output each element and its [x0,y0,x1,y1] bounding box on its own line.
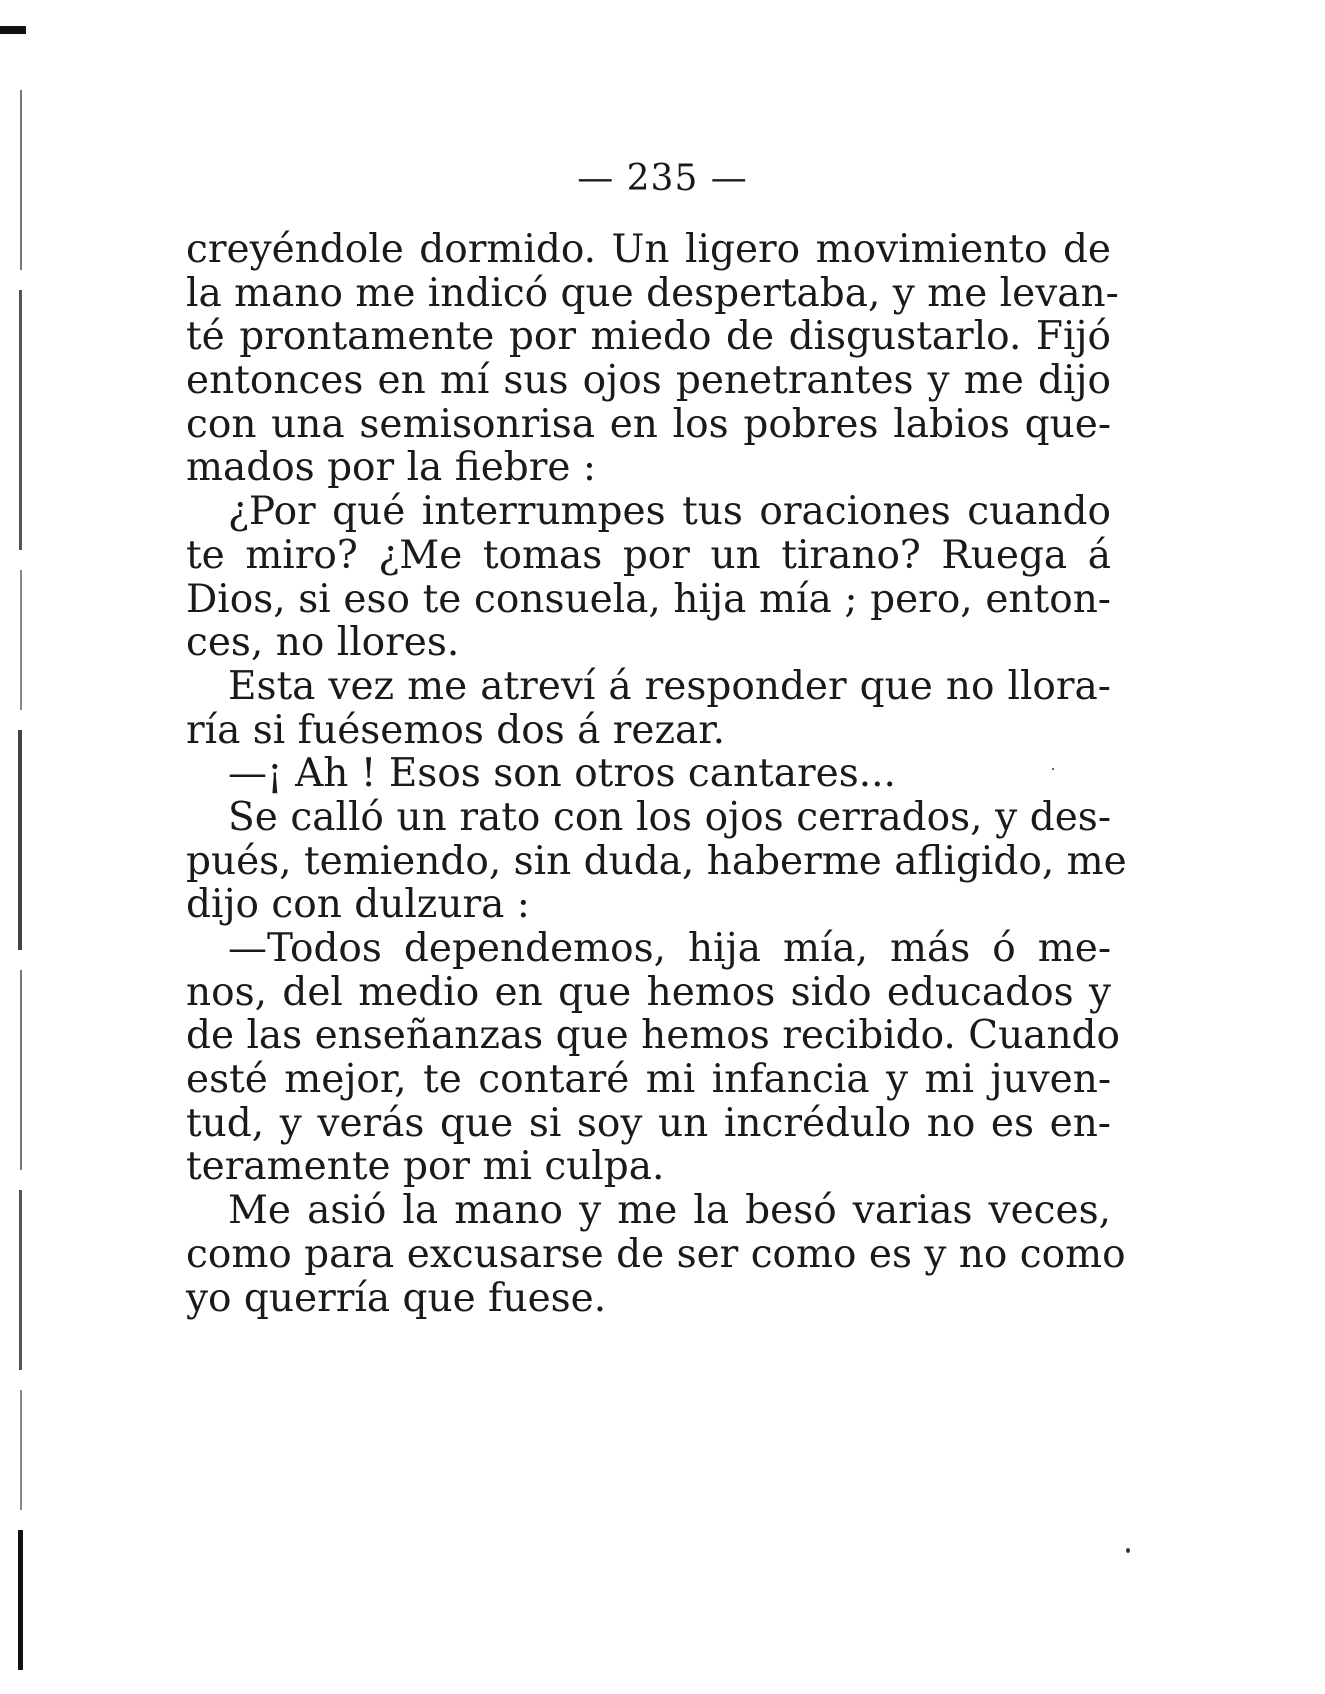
text-line: dijo con dulzura : [186,882,530,928]
text-line: teramente por mi culpa. [186,1144,665,1190]
text-line: —Todos dependemos, hija mía, más ó me- [228,926,1111,971]
text-line: nos, del medio en que hemos sido educados y [186,969,1111,1015]
text-line: Me asió la mano y me la besó varias veces, [228,1188,1111,1234]
text-line: entonces en mí sus ojos penetrantes y me dijo [186,358,1111,404]
binding-edge [14,90,30,1670]
ink-speck [1126,1548,1130,1553]
body-text [186,227,1127,1321]
text-line: creyéndole dormido. Un ligero movimiento de [186,227,1111,272]
text-line: como para excusarse de ser como es y no como [186,1231,1126,1277]
text-line: Dios, si eso te consuela, hija mía ; pero, enton- [186,576,1111,622]
text-line: tud, y verás que si soy un incrédulo no es en- [186,1100,1111,1146]
text-line: Esta vez me atreví á responder que no llora- [228,663,1111,709]
ink-speck [1052,768,1054,770]
text-line: té prontamente por miedo de disgustarlo. Fijó [186,314,1111,360]
text-line: pués, temiendo, sin duda, haberme afligido, me [186,838,1127,884]
text-line: la mano me indicó que despertaba, y me levan- [186,270,1119,316]
text-line: mados por la fiebre : [186,445,597,491]
corner-mark [0,26,26,34]
text-line: ¿Por qué interrumpes tus oraciones cuando [228,489,1111,535]
text-line: esté mejor, te contaré mi infancia y mi juven- [186,1057,1111,1103]
page-number: — 235 — [577,158,748,199]
text-line: ría si fuésemos dos á rezar. [186,707,726,753]
text-line: Se calló un rato con los ojos cerrados, y des- [228,794,1111,840]
text-line: con una semisonrisa en los pobres labios que- [186,401,1111,447]
text-line: ces, no llores. [186,620,460,666]
text-line: te miro? ¿Me tomas por un tirano? Ruega á [186,532,1111,578]
text-line: de las enseñanzas que hemos recibido. Cuando [186,1013,1121,1059]
text-line: yo querría que fuese. [186,1275,607,1321]
text-line: —¡ Ah ! Esos son otros cantares... [228,751,896,797]
